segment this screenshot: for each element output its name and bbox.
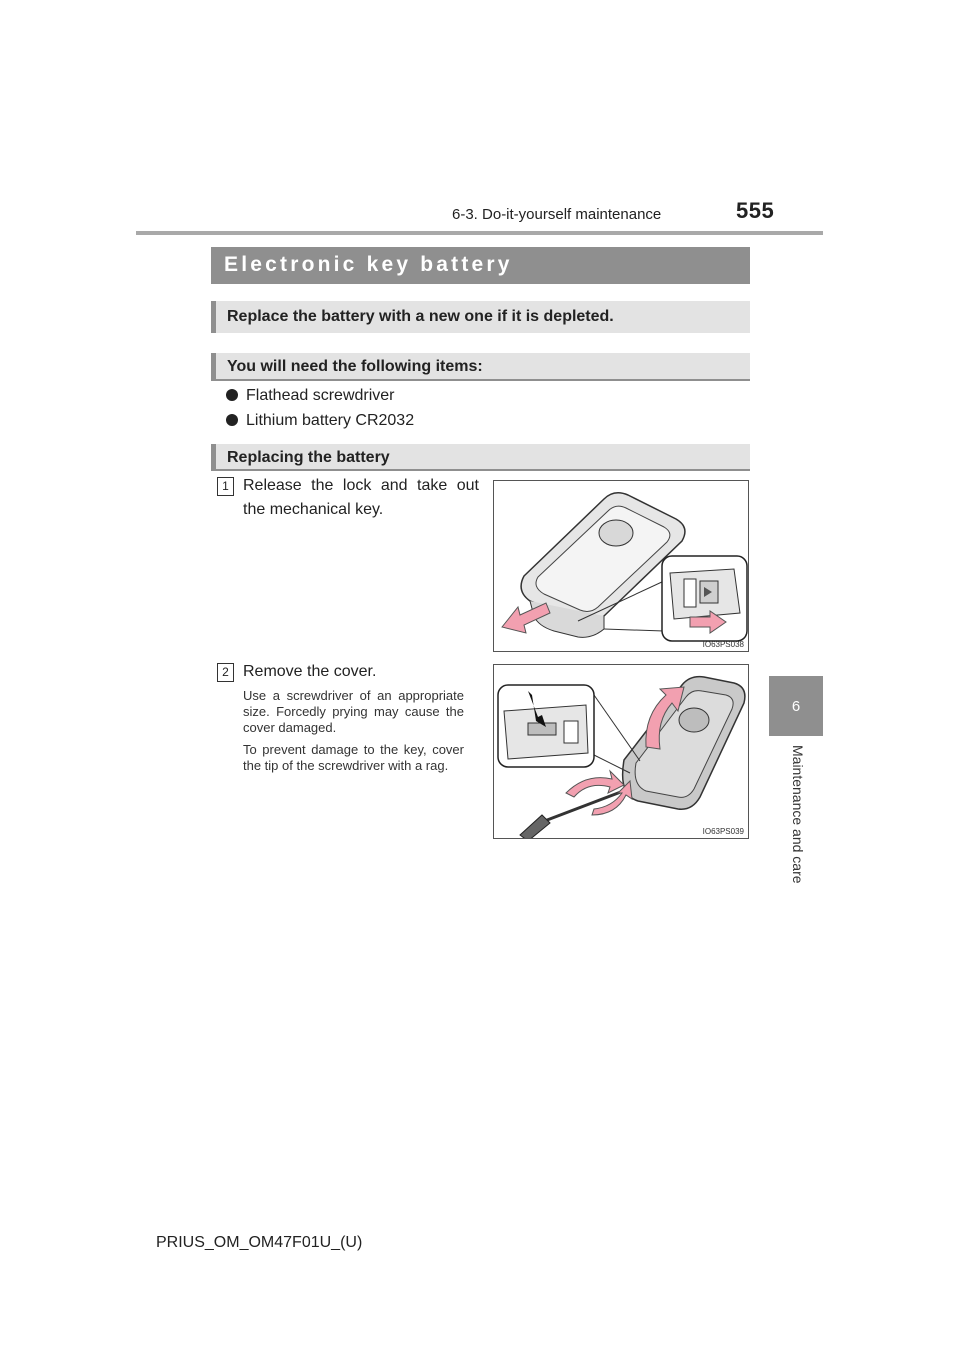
page-title: Electronic key battery [224, 253, 513, 276]
page-title-bar [211, 247, 750, 284]
intro-text: Replace the battery with a new one if it is depleted. [227, 308, 614, 325]
step-2-text: Remove the cover. [243, 663, 377, 680]
step-number-badge: 2 [217, 663, 234, 682]
replacing-heading: Replacing the battery [227, 449, 390, 466]
bullet-icon [226, 389, 238, 401]
step-number-badge: 1 [217, 477, 234, 496]
section-heading: 6-3. Do-it-yourself maintenance [452, 206, 662, 223]
list-item [226, 412, 414, 430]
items-heading-box [211, 353, 750, 381]
chapter-title-vertical [769, 745, 823, 895]
step-2-note: Use a screwdriver of an appropriate size. Forcedly prying may cause the cover damaged. [243, 688, 464, 735]
list-item-text: Lithium battery CR2032 [246, 412, 415, 429]
chapter-number: 6 [791, 697, 801, 715]
header-rule [136, 231, 823, 235]
figure-code: IO63PS039 [702, 827, 744, 836]
list-item-text: Flathead screwdriver [246, 387, 395, 404]
list-item [226, 387, 395, 405]
step-1-text: Release the lock and take out the mechanical key. [243, 477, 479, 518]
replacing-heading-box [211, 444, 750, 471]
document-code: PRIUS_OM_OM47F01U_(U) [156, 1234, 363, 1251]
chapter-title: Maintenance and care [790, 745, 806, 884]
page-number: 555 [736, 198, 775, 223]
bullet-icon [226, 414, 238, 426]
intro-box [211, 301, 750, 333]
chapter-tab [769, 676, 823, 736]
figure-remove-cover [493, 664, 749, 839]
step-2-note: To prevent damage to the key, cover the tip of the screwdriver with a rag. [243, 742, 464, 773]
key-fob-illustration [494, 481, 749, 652]
key-cover-illustration [494, 665, 749, 839]
figure-code: IO63PS038 [702, 640, 744, 649]
figure-release-lock [493, 480, 749, 652]
items-heading: You will need the following items: [227, 358, 483, 375]
